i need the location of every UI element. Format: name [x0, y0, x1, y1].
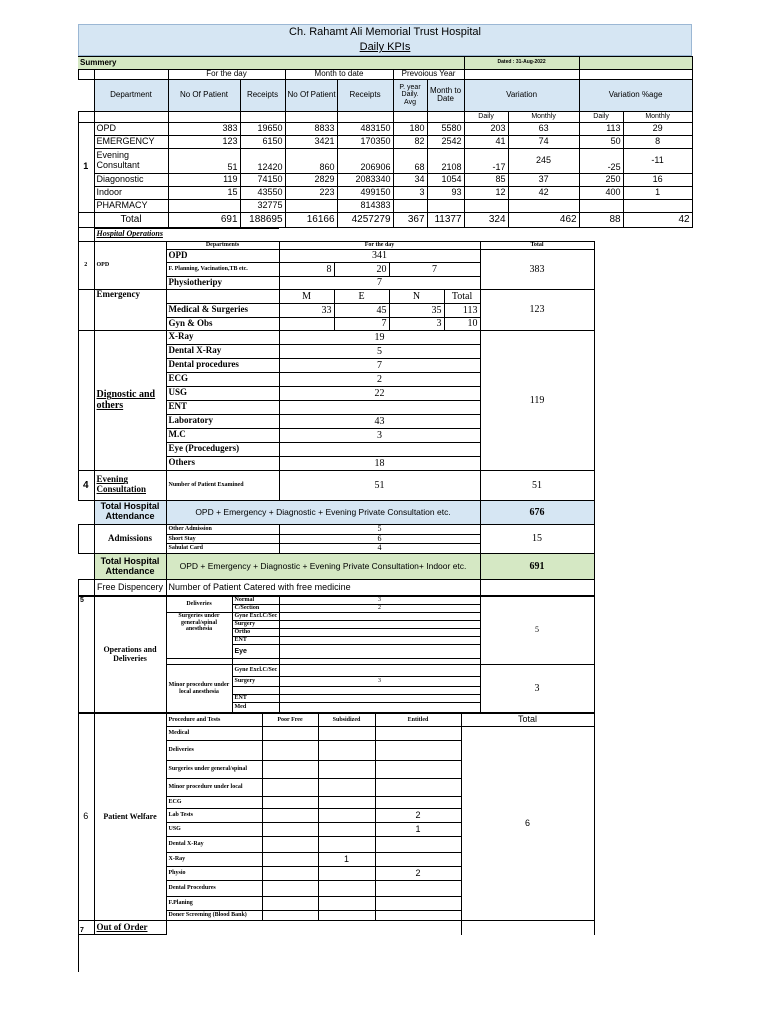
summary-row [78, 148, 692, 173]
cell: 15 [168, 186, 240, 199]
major-surgery-label: Surgeries under general/spinal anesthesia [166, 613, 232, 659]
delivery-value: 2 [279, 605, 480, 613]
cell: 45 [334, 303, 389, 317]
cell: 188695 [240, 212, 285, 227]
surgery-type: Eye [232, 645, 279, 659]
shift-e: E [334, 289, 389, 303]
cell: 3 [393, 186, 427, 199]
summary-label: Summery [78, 57, 240, 70]
procedure-type: Med [232, 703, 279, 713]
cell: 2542 [427, 135, 464, 148]
cell [318, 837, 375, 853]
welfare-item: Minor procedure under local [166, 779, 262, 797]
cell [375, 741, 461, 761]
cell [262, 761, 318, 779]
attendance-label: Total Hospital Attendance [94, 554, 166, 580]
free-dispensary-desc: Number of Patient Catered with free medicine [166, 580, 480, 596]
cell [393, 199, 427, 212]
cell: 250 [579, 173, 623, 186]
row-dept: OPD [94, 122, 168, 135]
col-variation: Variation [464, 79, 579, 111]
cell: 499150 [337, 186, 393, 199]
cell [262, 741, 318, 761]
welfare-item: Lab Tests [166, 809, 262, 823]
cell: 16 [623, 173, 692, 186]
row-dept: Diagonostic [94, 173, 168, 186]
col-day-receipts: Receipts [240, 79, 285, 111]
welfare-item: Surgeries under general/spinal [166, 761, 262, 779]
cell: 12420 [240, 148, 285, 173]
cell [262, 897, 318, 911]
col-entitled: Entitled [375, 714, 461, 727]
surgery-type: Ortho [232, 629, 279, 637]
cell [262, 797, 318, 809]
attendance-total: 676 [480, 500, 594, 524]
diag-value: 7 [279, 358, 480, 372]
cell [262, 727, 318, 741]
cell: 63 [508, 122, 579, 135]
cell [262, 867, 318, 881]
col-pct-monthly: Monthly [623, 111, 692, 122]
shift-n: N [389, 289, 444, 303]
attendance-desc: OPD + Emergency + Diagnostic + Evening Private Consultation+ Indoor etc. [166, 554, 480, 580]
report-header [78, 24, 692, 56]
cell [375, 779, 461, 797]
summary-row [78, 122, 692, 135]
cell: 2 [375, 809, 461, 823]
col-total: Total [480, 241, 594, 249]
surgery-type: ENT [232, 637, 279, 645]
col-variation-monthly: Monthly [508, 111, 579, 122]
cell: 8 [623, 135, 692, 148]
welfare-item: Deliveries [166, 741, 262, 761]
shift-total: Total [444, 289, 480, 303]
admission-value: 5 [279, 524, 480, 534]
attendance-desc: OPD + Emergency + Diagnostic + Evening Private Consultation etc. [166, 500, 480, 524]
cell: 123 [168, 135, 240, 148]
cell [318, 797, 375, 809]
cell: 170350 [337, 135, 393, 148]
group-month-to-date: Month to date [285, 70, 393, 80]
cell [318, 823, 375, 837]
cell: 113 [444, 303, 480, 317]
procedure-type: Surgery [232, 677, 279, 687]
evening-desc: Number of Patient Examined [166, 470, 279, 500]
cell: 50 [579, 135, 623, 148]
admission-item: Other Admission [166, 524, 279, 534]
cell [285, 199, 337, 212]
col-poor-free: Poor Free [262, 714, 318, 727]
summary-row [78, 199, 692, 212]
welfare-item: Dental Procedures [166, 881, 262, 897]
cell: 814383 [337, 199, 393, 212]
welfare-item: ECG [166, 797, 262, 809]
delivery-type: C/Section [232, 605, 279, 613]
operations-deliveries-label: Operations and Deliveries [94, 597, 166, 713]
diag-item: USG [166, 386, 279, 400]
cell: 3 [389, 317, 444, 330]
cell: 2 [375, 867, 461, 881]
cell: 4257279 [337, 212, 393, 227]
procedure-value: 3 [279, 677, 480, 687]
out-of-order-label: Out of Order [94, 921, 166, 935]
cell [318, 867, 375, 881]
cell [375, 727, 461, 741]
patient-welfare-label: Patient Welfare [94, 714, 166, 921]
col-subsidized: Subsidized [318, 714, 375, 727]
cell: 20 [334, 262, 389, 276]
cell: 68 [393, 148, 427, 173]
cell: 19650 [240, 122, 285, 135]
diag-value: 22 [279, 386, 480, 400]
diag-value: 18 [279, 456, 480, 470]
cell: 400 [579, 186, 623, 199]
procedure-type: Gyne Excl.C/Sec [232, 665, 279, 677]
diag-value: 3 [279, 428, 480, 442]
cell [427, 199, 464, 212]
cell: 8833 [285, 122, 337, 135]
welfare-item: Doner Screening (Blood Bank) [166, 911, 262, 921]
cell [375, 761, 461, 779]
cell: 1 [375, 823, 461, 837]
cell: 41 [464, 135, 508, 148]
col-for-the-day: For the day [279, 241, 480, 249]
cell: 37 [508, 173, 579, 186]
cell: 223 [285, 186, 337, 199]
cell: 2829 [285, 173, 337, 186]
col-variation-daily: Daily [464, 111, 508, 122]
group-for-the-day: For the day [168, 70, 285, 80]
group-previous-year: Prevoious Year [393, 70, 464, 80]
hospital-name: Ch. Rahamt Ali Memorial Trust Hospital [289, 26, 481, 38]
col-prev-mtd: Month to Date [427, 79, 464, 111]
cell: 1 [318, 853, 375, 867]
cell: 462 [508, 212, 579, 227]
admission-value: 4 [279, 544, 480, 554]
surgery-type: Surgery [232, 621, 279, 629]
welfare-item: F.Planing [166, 897, 262, 911]
surgery-type: Gyne Excl.C/Sec [232, 613, 279, 621]
row-dept: EMERGENCY [94, 135, 168, 148]
admission-value: 6 [279, 534, 480, 544]
opd-row-value: 341 [279, 249, 480, 262]
procedure-value [279, 665, 480, 677]
emergency-total: 123 [480, 289, 594, 330]
cell [318, 761, 375, 779]
section-number: 6 [78, 714, 94, 921]
cell [262, 881, 318, 897]
procedure-value [279, 703, 480, 713]
cell [318, 897, 375, 911]
report-title: Daily KPIs [359, 41, 411, 53]
cell [168, 199, 240, 212]
cell [262, 837, 318, 853]
ops-title: Hospital Operations [94, 228, 279, 241]
cell: 82 [393, 135, 427, 148]
evening-total: 51 [480, 470, 594, 500]
cell: 32775 [240, 199, 285, 212]
procedure-type: ENT [232, 695, 279, 703]
cell [375, 881, 461, 897]
cell: 12 [464, 186, 508, 199]
deliveries-label: Deliveries [166, 597, 232, 613]
family-planning-label: F. Planning, Vacination,TB etc. [166, 262, 279, 276]
section-number: 5 [78, 597, 94, 713]
opd-row-label: OPD [166, 249, 279, 262]
welfare-item: Dental X-Ray [166, 837, 262, 853]
cell: 51 [168, 148, 240, 173]
cell [262, 779, 318, 797]
welfare-item: USG [166, 823, 262, 837]
diag-value: 5 [279, 344, 480, 358]
cell: 483150 [337, 122, 393, 135]
row-dept: Indoor [94, 186, 168, 199]
cell [375, 911, 461, 921]
operations-deliveries-table [78, 596, 595, 713]
cell: 203 [464, 122, 508, 135]
cell [318, 881, 375, 897]
cell: 367 [393, 212, 427, 227]
cell [508, 199, 579, 212]
emergency-label: Emergency [94, 289, 166, 330]
cell: 2108 [427, 148, 464, 173]
free-dispensary-label: Free Dispencery [94, 580, 166, 596]
diag-item: ECG [166, 372, 279, 386]
physio-label: Physiotheripy [166, 276, 279, 289]
cell: 2083340 [337, 173, 393, 186]
diag-item: Others [166, 456, 279, 470]
cell: 33 [279, 303, 334, 317]
delivery-type: Normal [232, 597, 279, 605]
operations-total: 5 [480, 597, 594, 665]
cell [318, 911, 375, 921]
cell [375, 897, 461, 911]
cell [262, 853, 318, 867]
cell: 691 [168, 212, 240, 227]
diagnostic-label: Dignostic and others [94, 330, 166, 470]
section-number: 2 [78, 241, 94, 289]
cell [579, 199, 623, 212]
row-dept: Evening Consultant [94, 148, 168, 173]
cell [318, 779, 375, 797]
cell: 324 [464, 212, 508, 227]
procedure-value [279, 695, 480, 703]
cell: 10 [444, 317, 480, 330]
cell: 8 [279, 262, 334, 276]
cell: 74150 [240, 173, 285, 186]
cell [623, 199, 692, 212]
evening-value: 51 [279, 470, 480, 500]
admission-item: Sahulat Card [166, 544, 279, 554]
cell: 34 [393, 173, 427, 186]
welfare-item: Physio [166, 867, 262, 881]
cell: 93 [427, 186, 464, 199]
diag-row [78, 330, 594, 344]
cell: 1054 [427, 173, 464, 186]
evening-label: Evening Consultation [94, 470, 166, 500]
cell [262, 809, 318, 823]
admission-item: Short Stay [166, 534, 279, 544]
cell: 5580 [427, 122, 464, 135]
cell: 113 [579, 122, 623, 135]
diag-value [279, 400, 480, 414]
cell [318, 809, 375, 823]
kpi-sheet [78, 24, 692, 935]
summary-row [78, 135, 692, 148]
cell: 85 [464, 173, 508, 186]
cell: 245 [508, 148, 579, 173]
delivery-value: 3 [279, 597, 480, 605]
col-prev-daily-avg: P. year Daily. Avg [393, 79, 427, 111]
admissions-total: 15 [480, 524, 594, 553]
diag-value: 43 [279, 414, 480, 428]
col-departments: Departments [166, 241, 279, 249]
diag-item: ENT [166, 400, 279, 414]
cell: 383 [168, 122, 240, 135]
cell: 16166 [285, 212, 337, 227]
col-variation-pct: Variation %age [579, 79, 692, 111]
attendance-total: 691 [480, 554, 594, 580]
cell: -11 [623, 148, 692, 173]
col-department: Department [94, 79, 168, 111]
cell: 206906 [337, 148, 393, 173]
cell: 3421 [285, 135, 337, 148]
cell [262, 823, 318, 837]
cell [262, 911, 318, 921]
operations-table [78, 228, 595, 596]
cell: 11377 [427, 212, 464, 227]
summary-table [78, 56, 693, 228]
cell: 6150 [240, 135, 285, 148]
welfare-item: X-Ray [166, 853, 262, 867]
col-total: Total [461, 714, 594, 727]
total-label: Total [94, 212, 168, 227]
patient-welfare-table [78, 713, 595, 935]
row-dept: PHARMACY [94, 199, 168, 212]
cell: 180 [393, 122, 427, 135]
cell: 35 [389, 303, 444, 317]
minor-total: 3 [480, 665, 594, 713]
shift-m: M [279, 289, 334, 303]
cell: -17 [464, 148, 508, 173]
cell: 860 [285, 148, 337, 173]
cell: 74 [508, 135, 579, 148]
cell: 7 [279, 276, 480, 289]
diagnostic-total: 119 [480, 330, 594, 470]
summary-row [78, 173, 692, 186]
gyn-obs-label: Gyn & Obs [166, 317, 279, 330]
cell: -25 [579, 148, 623, 173]
cell [318, 727, 375, 741]
diag-item: X-Ray [166, 330, 279, 344]
diag-item: M.C [166, 428, 279, 442]
col-pct-daily: Daily [579, 111, 623, 122]
col-day-patients: No Of Patient [168, 79, 240, 111]
section-number: 7 [78, 921, 94, 935]
col-mtd-receipts: Receipts [337, 79, 393, 111]
opd-total: 383 [480, 249, 594, 289]
cell [375, 797, 461, 809]
opd-label: OPD [94, 241, 166, 289]
diag-value [279, 442, 480, 456]
report-date: Dated : 31-Aug-2022 [464, 57, 579, 70]
minor-procedure-label: Minor procedure under local anesthesia [166, 665, 232, 713]
cell: 42 [623, 212, 692, 227]
welfare-total: 6 [461, 727, 594, 921]
cell: 29 [623, 122, 692, 135]
diag-item: Eye (Procedugers) [166, 442, 279, 456]
attendance-label: Total Hospital Attendance [94, 500, 166, 524]
diag-value: 19 [279, 330, 480, 344]
col-procedure: Procedure and Tests [166, 714, 262, 727]
cell: 88 [579, 212, 623, 227]
cell: 7 [334, 317, 389, 330]
cell [375, 853, 461, 867]
cell [464, 199, 508, 212]
cell: 7 [389, 262, 480, 276]
cell: 42 [508, 186, 579, 199]
welfare-item: Medical [166, 727, 262, 741]
summary-row [78, 186, 692, 199]
medical-surgeries-label: Medical & Surgeries [166, 303, 279, 317]
section-number: 1 [78, 122, 94, 212]
cell: 119 [168, 173, 240, 186]
summary-total-row [78, 212, 692, 227]
cell: 1 [623, 186, 692, 199]
col-mtd-patients: No Of Patient [285, 79, 337, 111]
cell: 43550 [240, 186, 285, 199]
diag-item: Laboratory [166, 414, 279, 428]
diag-item: Dental procedures [166, 358, 279, 372]
cell [375, 837, 461, 853]
section-number: 4 [78, 470, 94, 500]
admissions-label: Admissions [94, 524, 166, 553]
diag-value: 2 [279, 372, 480, 386]
cell [318, 741, 375, 761]
diag-item: Dental X-Ray [166, 344, 279, 358]
